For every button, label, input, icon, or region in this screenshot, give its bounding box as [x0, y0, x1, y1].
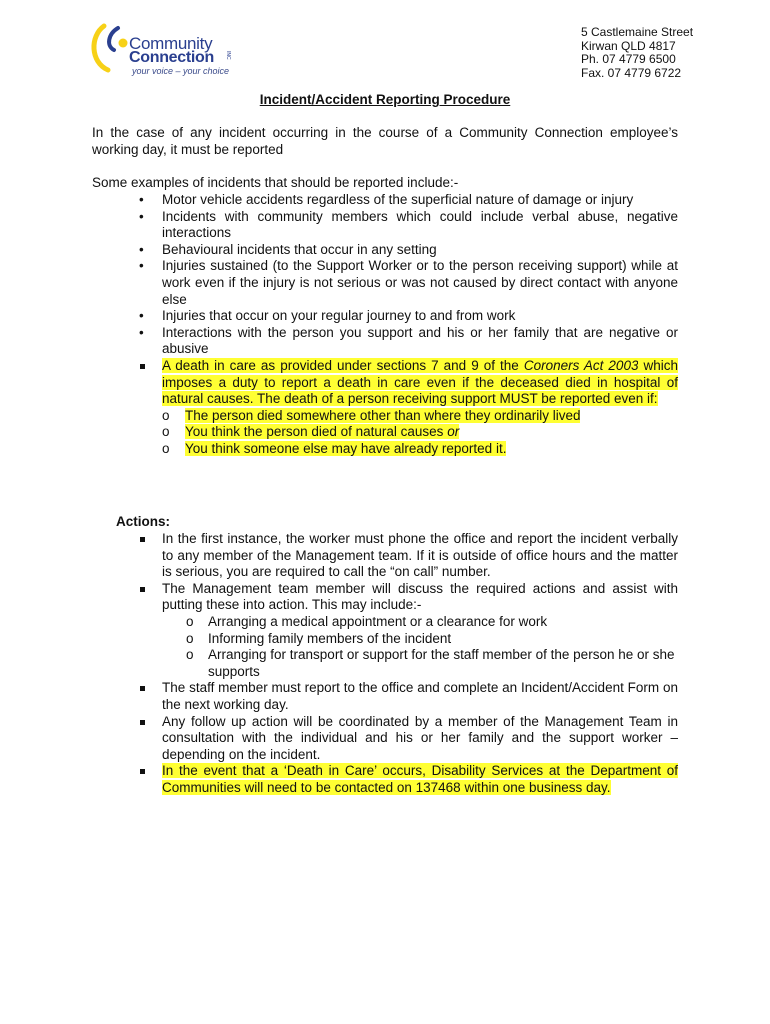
examples-list	[92, 192, 678, 458]
death-sub-item: o You think someone else may have already reported it.	[162, 440, 507, 456]
address-phone: Ph. 07 4779 6500	[581, 52, 676, 67]
list-item: Any follow up action will be coordinated by a member of the Management Team in consultation with the individual and his or her family and the support worker – depending on the incident.	[92, 714, 678, 764]
logo-inc: INC	[225, 51, 231, 60]
list-item: • Interactions with the person you support and his or her family that are negative or abusive	[139, 324, 678, 357]
logo	[88, 20, 248, 82]
death-in-care-action: In the event that a ‘Death in Care’ occurs, Disability Services at the Department of Communities will need to be contacted on 137468 within one business day.	[92, 763, 678, 796]
square-bullet-icon	[140, 769, 145, 774]
list-item: • Incidents with community members which could include verbal abuse, negative interactions	[139, 208, 678, 241]
list-item: The Management team member will discuss the required actions and assist with putting these into action. This may include:-	[92, 581, 678, 614]
bullet-icon: •	[139, 192, 144, 207]
coroners-act: Coroners Act 2003	[523, 357, 639, 373]
address-street: 5 Castlemaine Street	[581, 25, 694, 39]
logo-line1: Community	[129, 34, 213, 53]
square-bullet-icon	[140, 364, 145, 369]
list-item: • Injuries sustained (to the Support Worker or to the person receiving support) while at work even if the injury is not serious or was not caused by direct contact with anyone else	[139, 258, 678, 307]
address-city: Kirwan QLD 4817	[581, 38, 676, 53]
examples-heading: Some examples of incidents that should be reported include:-	[92, 175, 459, 190]
circle-bullet-icon: o	[186, 613, 194, 629]
address-block	[581, 26, 693, 80]
square-bullet-icon	[140, 537, 145, 542]
death-sub-item: o You think the person died of natural causes or	[162, 424, 460, 440]
list-item: The staff member must report to the office and complete an Incident/Accident Form on the next working day.	[92, 680, 678, 713]
circle-bullet-icon: o	[162, 440, 170, 456]
address-fax: Fax. 07 4779 6722	[581, 65, 682, 80]
square-bullet-icon	[140, 720, 145, 725]
bullet-icon: •	[139, 258, 144, 274]
bullet-icon: •	[139, 308, 144, 324]
death-in-care-item: A death in care as provided under sections 7 and 9 of the Coroners Act 2003 which imposes a duty to report a death in care even if the deceased died in hospital of natural causes. The death of a person receiving support MUST be reported even if:	[92, 358, 678, 408]
square-bullet-icon	[140, 587, 145, 592]
action-sub-item: o Informing family members of the incident	[186, 630, 452, 646]
action-sub-item: o Arranging a medical appointment or a clearance for work	[186, 613, 548, 629]
page-title: Incident/Accident Reporting Procedure	[259, 92, 511, 107]
list-item: • Behavioural incidents that occur in any setting	[139, 241, 437, 257]
action-sub-item: o Arranging for transport or support for the staff member of the person he or she supports	[186, 647, 675, 679]
circle-bullet-icon: o	[186, 647, 194, 663]
death-sub-item: o The person died somewhere other than where they ordinarily lived	[162, 407, 581, 423]
bullet-icon: •	[139, 241, 144, 257]
list-item: In the first instance, the worker must phone the office and report the incident verbally to any member of the Management team. If it is outside of office hours and the matter is serious, you are required to call the “on call” number.	[92, 531, 678, 581]
square-bullet-icon	[140, 686, 145, 691]
actions-list	[92, 531, 678, 797]
bullet-icon: •	[139, 208, 144, 224]
actions-heading: Actions:	[116, 514, 170, 529]
list-item: • Injuries that occur on your regular journey to and from work	[139, 308, 516, 324]
list-item: • Motor vehicle accidents regardless of the superficial nature of damage or injury	[139, 192, 634, 207]
circle-bullet-icon: o	[186, 630, 194, 646]
intro-paragraph: In the case of any incident occurring in the course of a Community Connection employee’s working day, it must be reported	[92, 125, 678, 157]
logo-line2: Connection	[129, 49, 214, 66]
bullet-icon: •	[139, 324, 144, 340]
circle-bullet-icon: o	[162, 407, 170, 423]
logo-tagline: your voice – your choice	[132, 66, 230, 76]
circle-bullet-icon: o	[162, 424, 170, 440]
